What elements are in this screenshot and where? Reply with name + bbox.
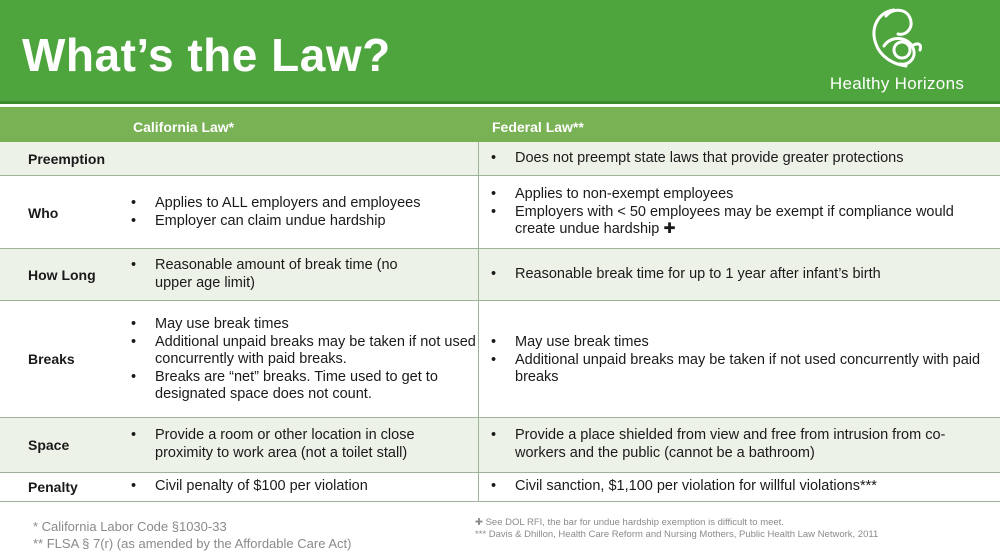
column-divider <box>478 418 479 472</box>
list-item: • Does not preempt state laws that provide greater protections <box>491 150 981 168</box>
row-label: Space <box>28 437 70 453</box>
list-item: • Reasonable amount of break time (no upper age limit) <box>131 257 421 292</box>
list-item: • Reasonable break time for up to 1 year after infant’s birth <box>491 266 981 284</box>
footnote: *** Davis & Dhillon, Health Care Reform and Nursing Mothers, Public Health Law Network, 2011 <box>475 529 879 540</box>
list-item: • Provide a place shielded from view and free from intrusion from co-workers and the public (cannot be a bathroom) <box>491 427 986 462</box>
list-item: • Breaks are “net” breaks. Time used to get to designated space does not count. <box>131 369 476 404</box>
list-item <box>491 204 981 239</box>
table-row-penalty <box>0 473 1000 502</box>
row-label: How Long <box>28 267 96 283</box>
federal-cell <box>491 334 981 387</box>
column-header-california: California Law* <box>133 119 235 135</box>
footnotes-left <box>33 518 351 552</box>
row-label: Preemption <box>28 151 106 167</box>
federal-cell <box>491 266 981 284</box>
list-item: • Civil penalty of $100 per violation <box>131 478 471 496</box>
california-cell <box>131 478 471 496</box>
row-label: Penalty <box>28 479 78 495</box>
column-divider <box>478 301 479 417</box>
plus-icon: ✚ <box>663 221 676 237</box>
table-row-who <box>0 176 1000 249</box>
table-row-space <box>0 418 1000 473</box>
list-item-text: Employers with < 50 employees may be exempt if compliance would create undue hardship <box>515 203 954 237</box>
mother-and-baby-icon <box>856 6 936 72</box>
california-cell <box>131 195 471 230</box>
column-divider <box>478 249 479 300</box>
footnotes-right <box>475 517 878 541</box>
logo <box>812 6 982 96</box>
column-divider <box>478 142 479 175</box>
footnote: ** FLSA § 7(r) (as amended by the Affordable Care Act) <box>33 536 352 551</box>
column-header-federal: Federal Law** <box>492 119 584 135</box>
california-cell <box>131 316 476 404</box>
table-header-row <box>0 107 1000 142</box>
law-comparison-table <box>0 107 1000 502</box>
california-cell <box>131 257 421 292</box>
logo-text: Healthy Horizons <box>829 74 965 93</box>
footnote: * California Labor Code §1030-33 <box>33 519 227 534</box>
list-item: • May use break times <box>491 334 981 352</box>
table-row-how-long <box>0 249 1000 301</box>
slide-title: What’s the Law? <box>22 29 391 81</box>
list-item: • Civil sanction, $1,100 per violation for willful violations*** <box>491 478 981 496</box>
federal-cell <box>491 478 981 496</box>
list-item: • Provide a room or other location in close proximity to work area (not a toilet stall) <box>131 427 471 462</box>
federal-cell <box>491 186 981 239</box>
list-item: • Applies to non-exempt employees <box>491 186 981 204</box>
california-cell <box>131 427 471 462</box>
federal-cell <box>491 150 981 168</box>
federal-cell <box>491 427 986 462</box>
column-divider <box>478 473 479 501</box>
column-divider <box>478 176 479 248</box>
row-label: Breaks <box>28 351 75 367</box>
footnote: ✚ See DOL RFI, the bar for undue hardship exemption is difficult to meet. <box>475 517 784 528</box>
slide-header <box>0 0 1000 104</box>
list-item: • Applies to ALL employers and employees <box>131 195 471 213</box>
list-item: • Additional unpaid breaks may be taken if not used concurrently with paid breaks <box>491 352 981 387</box>
list-item: • May use break times <box>131 316 476 334</box>
row-label: Who <box>28 205 59 221</box>
table-row-breaks <box>0 301 1000 418</box>
list-item: • Employer can claim undue hardship <box>131 213 471 231</box>
table-row-preemption <box>0 142 1000 176</box>
list-item: • Additional unpaid breaks may be taken if not used concurrently with paid breaks. <box>131 334 476 369</box>
